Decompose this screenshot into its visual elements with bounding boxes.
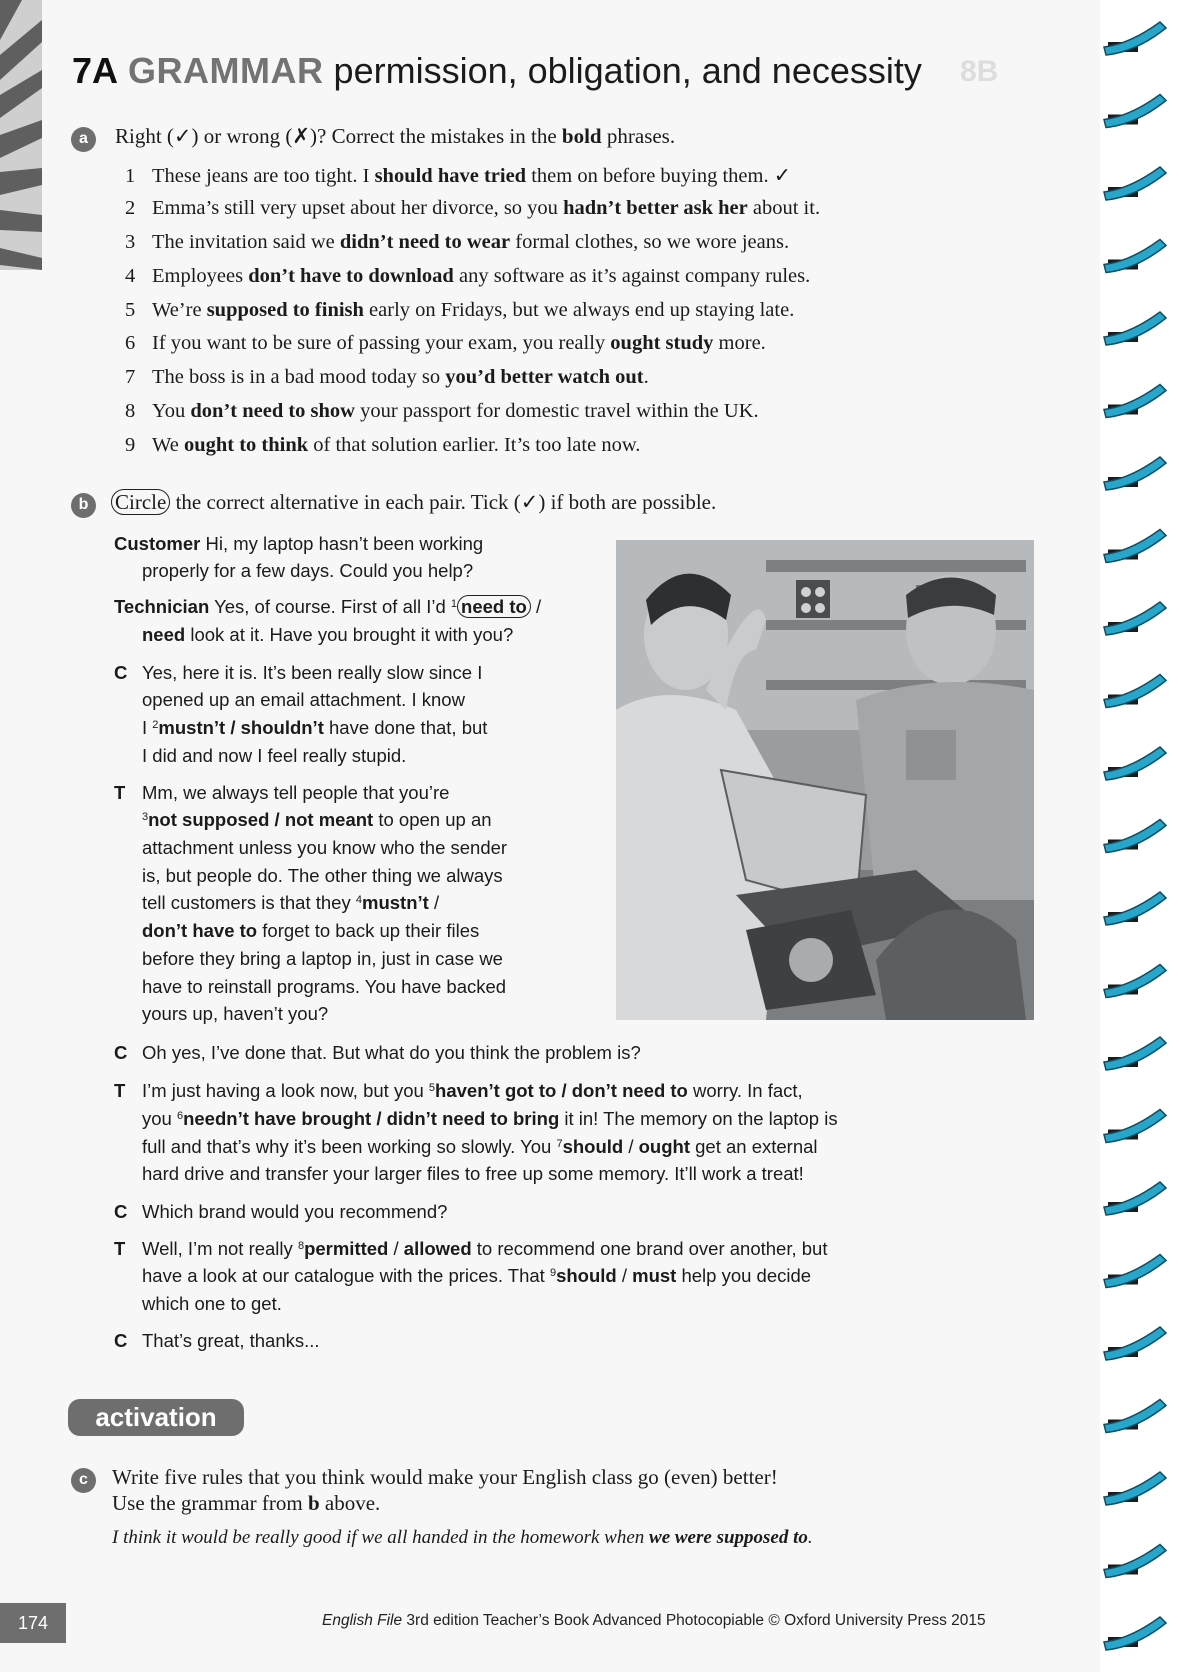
exercise-a-item-3: 3 The invitation said we didn’t need to wear formal clothes, so we wore jeans. bbox=[125, 231, 790, 253]
spiral-coil bbox=[1104, 892, 1166, 925]
spiral-coil bbox=[1104, 530, 1166, 563]
exercise-c-line-1: Write five rules that you think would make your English class go (even) better! bbox=[112, 1465, 778, 1489]
dialog-line: T bbox=[114, 782, 126, 803]
bleed-through-text: 8B bbox=[960, 55, 999, 88]
dialog-line: Yes, here it is. It’s been really slow since I bbox=[142, 662, 483, 683]
exercise-a-item-7: 7 The boss is in a bad mood today so you’d better watch out. bbox=[125, 366, 649, 388]
exercise-b-instruction: Circle the correct alternative in each pair. Tick (✓) if both are possible. bbox=[111, 490, 716, 515]
topic-label: permission, obligation, and necessity bbox=[333, 50, 922, 91]
dialog-line: full and that’s why it’s been working so slowly. You $^7$should / ought get an external bbox=[142, 1136, 818, 1157]
spiral-coil bbox=[1104, 1617, 1166, 1650]
exercise-c-badge: c bbox=[71, 1468, 96, 1493]
exercise-a-item-2: 2 Emma’s still very upset about her divorce, so you hadn’t better ask her about it. bbox=[125, 197, 821, 219]
spiral-coil bbox=[1104, 965, 1166, 998]
page-title bbox=[72, 50, 922, 92]
dialog-line: C bbox=[114, 1042, 128, 1063]
decorative-rays bbox=[0, 0, 42, 270]
dialog-line: C bbox=[114, 1201, 128, 1222]
dialog-line: properly for a few days. Could you help? bbox=[142, 560, 474, 581]
dialog-line: Customer Hi, my laptop hasn’t been working bbox=[114, 533, 484, 554]
spiral-binding bbox=[1100, 0, 1179, 1672]
dialog-line: I did and now I feel really stupid. bbox=[142, 745, 407, 766]
dialog-line: T bbox=[114, 1080, 126, 1101]
spiral-coil bbox=[1104, 1255, 1166, 1288]
spiral-coil bbox=[1104, 1182, 1166, 1215]
dialog-line: opened up an email attachment. I know bbox=[142, 689, 465, 710]
dialog-line: I $^2$mustn’t / shouldn’t have done that, but bbox=[142, 717, 488, 738]
spiral-coil bbox=[1104, 1400, 1166, 1433]
spiral-coil bbox=[1104, 1327, 1166, 1360]
exercise-b-badge: b bbox=[71, 493, 96, 518]
dialog-line: tell customers is that they $^4$mustn’t / bbox=[142, 892, 440, 913]
dialog-line: you $^6$needn’t have brought / didn’t need to bring it in! The memory on the laptop is bbox=[142, 1108, 838, 1129]
exercise-a-item-5: 5 We’re supposed to finish early on Fridays, but we always end up staying late. bbox=[125, 299, 795, 321]
dialog-line: have a look at our catalogue with the prices. That $^9$should / must help you decide bbox=[142, 1265, 812, 1286]
spiral-coil bbox=[1104, 22, 1166, 55]
spiral-coil bbox=[1104, 385, 1166, 418]
dialog-line: hard drive and transfer your larger files to free up some memory. It’ll work a treat! bbox=[142, 1163, 804, 1184]
page-number: 174 bbox=[0, 1603, 66, 1643]
unit-number: 7A bbox=[72, 50, 119, 91]
activation-label: activation bbox=[68, 1399, 244, 1436]
spiral-coil bbox=[1104, 602, 1166, 635]
spiral-coil bbox=[1104, 95, 1166, 128]
exercise-a-item-1: 1 These jeans are too tight. I should have tried them on before buying them. ✓ bbox=[125, 165, 791, 187]
dialog-line: $^3$not supposed / not meant to open up an bbox=[142, 809, 492, 830]
exercise-a-badge: a bbox=[71, 127, 96, 152]
spiral-coil bbox=[1104, 240, 1166, 273]
dialog-line: Technician Yes, of course. First of all I’d $^1$ need to / bbox=[114, 596, 542, 617]
footer-credit: English File 3rd edition Teacher’s Book Advanced Photocopiable © Oxford University Press 2015 bbox=[322, 1612, 986, 1629]
dialog-line: attachment unless you know who the sender bbox=[142, 837, 508, 858]
exercise-a-item-4: 4 Employees don’t have to download any software as it’s against company rules. bbox=[125, 265, 811, 287]
dialog-line: Oh yes, I’ve done that. But what do you think the problem is? bbox=[142, 1042, 641, 1063]
section-label: GRAMMAR bbox=[128, 50, 324, 91]
dialog-line: have to reinstall programs. You have backed bbox=[142, 976, 507, 997]
dialog-line: which one to get. bbox=[142, 1293, 282, 1314]
spiral-coil bbox=[1104, 167, 1166, 200]
exercise-c-example: I think it would be really good if we all handed in the homework when we were supposed to. bbox=[112, 1527, 813, 1548]
exercise-a-item-8: 8 You don’t need to show your passport for domestic travel within the UK. bbox=[125, 400, 759, 422]
spiral-coil bbox=[1104, 457, 1166, 490]
exercise-a-item-9: 9 We ought to think of that solution earlier. It’s too late now. bbox=[125, 434, 641, 456]
dialog-line: Well, I’m not really $^8$permitted / allowed to recommend one brand over another, but bbox=[142, 1238, 828, 1259]
dialog-line: C bbox=[114, 662, 128, 683]
spiral-coil bbox=[1104, 1110, 1166, 1143]
spiral-coil bbox=[1104, 1472, 1166, 1505]
dialog-line: Mm, we always tell people that you’re bbox=[142, 782, 450, 803]
technician-illustration bbox=[616, 540, 1034, 1020]
exercise-c-line-2: Use the grammar from b above. bbox=[112, 1491, 381, 1515]
dialog-line: I’m just having a look now, but you $^5$haven’t got to / don’t need to worry. In fact, bbox=[142, 1080, 803, 1101]
dialog-line: don’t have to forget to back up their files bbox=[142, 920, 480, 941]
spiral-coil bbox=[1104, 312, 1166, 345]
dialog-line: That’s great, thanks... bbox=[142, 1330, 320, 1351]
dialog-line: C bbox=[114, 1330, 128, 1351]
dialog-line: T bbox=[114, 1238, 126, 1259]
dialog-line: yours up, haven’t you? bbox=[142, 1003, 329, 1024]
dialog-line: need look at it. Have you brought it with you? bbox=[142, 624, 514, 645]
spiral-coil bbox=[1104, 747, 1166, 780]
exercise-a-instruction: Right (✓) or wrong (✗)? Correct the mistakes in the bold phrases. bbox=[115, 124, 676, 148]
dialog-line: Which brand would you recommend? bbox=[142, 1201, 448, 1222]
spiral-coil bbox=[1104, 1037, 1166, 1070]
spiral-coil bbox=[1104, 820, 1166, 853]
spiral-coil bbox=[1104, 1545, 1166, 1578]
dialog-line: before they bring a laptop in, just in case we bbox=[142, 948, 503, 969]
spiral-coil bbox=[1104, 675, 1166, 708]
dialog-line: is, but people do. The other thing we always bbox=[142, 865, 503, 886]
exercise-a-item-6: 6 If you want to be sure of passing your exam, you really ought study more. bbox=[125, 332, 766, 354]
